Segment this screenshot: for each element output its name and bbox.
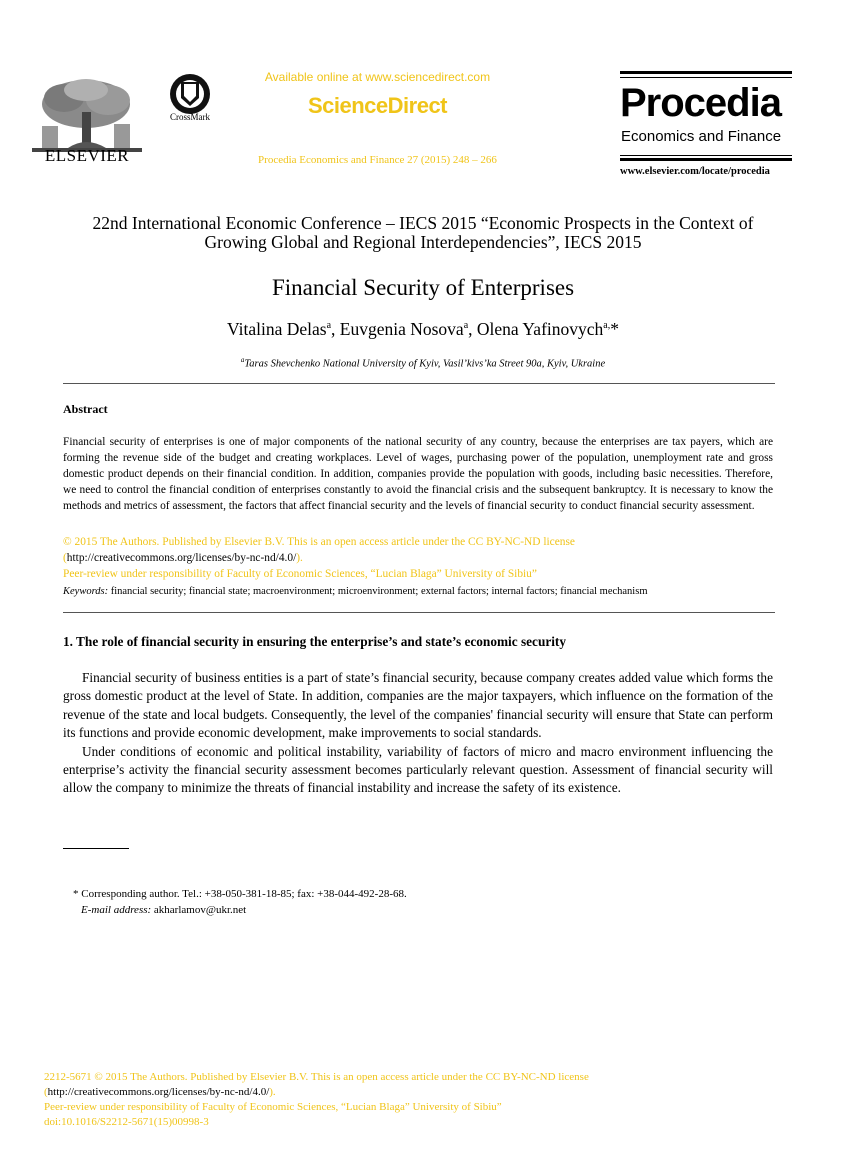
paragraph: Financial security of business entities is a part of state’s financial security, because company creates added value which forms the gross domestic product at the level of State. In addition, companies are the major taxpayers, which influence on the formation of the revenue of the state and local budgets. Consequently, the level of the companies' financial security will ensure that State can perform its functions and provide economic development, make improvements to social standards. xyxy=(63,670,773,741)
conference-line-2: Growing Global and Regional Interdependencies”, IECS 2015 xyxy=(204,232,642,252)
footnote xyxy=(73,887,407,918)
journal-subtitle: Economics and Finance xyxy=(621,128,782,145)
corresponding-marker: * xyxy=(610,319,619,339)
license-link[interactable]: http://creativecommons.org/licenses/by-nc-nd/4.0/ xyxy=(47,1086,270,1098)
sciencedirect-logo: ScienceDirect xyxy=(307,93,448,118)
author-list xyxy=(40,319,806,340)
journal-url[interactable]: www.elsevier.com/locate/procedia xyxy=(620,166,770,177)
license-open-paren: ( xyxy=(44,1086,48,1098)
abstract-peer-review: Peer-review under responsibility of Faculty of Economic Sciences, “Lucian Blaga” University of Sibiu” xyxy=(63,568,537,580)
doi[interactable]: doi:10.1016/S2212-5671(15)00998-3 xyxy=(44,1116,209,1128)
author-separator: , xyxy=(331,319,340,339)
bottom-metadata xyxy=(44,1070,589,1130)
affiliation-text: Taras Shevchenko National University of Kyiv, Vasil’kivs’ka Street 90a, Kyiv, Ukraine xyxy=(244,358,606,370)
available-online-text[interactable]: Available online at www.sciencedirect.com xyxy=(264,70,491,84)
crossmark-icon[interactable] xyxy=(168,72,212,116)
crossmark-label: CrossMark xyxy=(170,112,210,122)
email-line xyxy=(73,903,407,919)
conference-line-1: 22nd International Economic Conference – IECS 2015 “Economic Prospects in the Context of xyxy=(92,213,754,233)
author-affiliation-marker: a, xyxy=(603,320,611,332)
procedia-top-rule xyxy=(620,71,792,74)
divider-top xyxy=(63,383,775,384)
abstract-license xyxy=(63,550,773,566)
email-address[interactable]: akharlamov@ukr.net xyxy=(151,903,247,916)
publisher-name: ELSEVIER xyxy=(44,146,130,165)
bottom-license xyxy=(44,1085,589,1100)
divider-bottom xyxy=(63,612,775,613)
issn-copyright: 2212-5671 © 2015 The Authors. Published by Elsevier B.V. This is an open access article under the CC BY-NC-ND license xyxy=(44,1071,589,1083)
keywords-label: Keywords: xyxy=(63,586,109,597)
license-close-paren: ). xyxy=(269,1086,276,1098)
abstract-heading: Abstract xyxy=(63,402,108,416)
author-affiliation-marker: a xyxy=(326,320,332,332)
keywords xyxy=(63,586,783,597)
procedia-bottom-rule-thin xyxy=(620,155,792,156)
keywords-list: financial security; financial state; macroenvironment; microenvironment; external factors; internal factors; financial mechanism xyxy=(108,586,648,597)
footnote-rule xyxy=(63,848,129,849)
license-close-paren: ). xyxy=(296,552,303,564)
bottom-peer-review: Peer-review under responsibility of Faculty of Economic Sciences, “Lucian Blaga” University of Sibiu” xyxy=(44,1101,502,1113)
author-name: Vitalina Delas xyxy=(227,319,327,339)
author-name: Olena Yafinovych xyxy=(476,319,604,339)
affiliation-marker: a xyxy=(240,356,245,364)
license-open-paren: ( xyxy=(63,552,67,564)
corresponding-author: * Corresponding author. Tel.: +38-050-381-18-85; fax: +38-044-492-28-68. xyxy=(73,888,407,900)
abstract-text: Financial security of enterprises is one of major components of the national security of any country, because the enterprises are tax payers, which are forming the revenue side of the budget and creating workplaces. Level of wages, purchasing power of the population, unemployment rate and gross domestic product depends on their financial condition. In addition, companies provide the population with goods, including basic necessities. Therefore, we need to control the financial condition of enterprises constantly to avoid the financial crisis and the subsequent bankruptcy. It is necessary to know the methods and metrics of assessment, the factors that affect financial security and the levels of financial security to conduct financial security assessment. xyxy=(63,436,773,512)
affiliation xyxy=(40,356,806,370)
abstract-copyright: © 2015 The Authors. Published by Elsevier B.V. This is an open access article under the CC BY-NC-ND license xyxy=(63,536,575,548)
paragraph: Under conditions of economic and political instability, variability of factors of micro and macro environment influencing the enterprise’s activity the financial security assessment becomes particularly relevant question. Assessment of financial security will allow the company to minimize the threats of financial instability and increase the safety of its existence. xyxy=(63,743,773,796)
abstract-license-block xyxy=(63,534,773,582)
procedia-top-rule-thin xyxy=(620,77,792,78)
author-affiliation-marker: a xyxy=(463,320,469,332)
procedia-bottom-rule xyxy=(620,158,792,161)
journal-brand: Procedia xyxy=(620,81,781,125)
section-heading: 1. The role of financial security in ensuring the enterprise’s and state’s economic security xyxy=(63,634,567,649)
author-separator: , xyxy=(468,319,477,339)
journal-citation: Procedia Economics and Finance 27 (2015) 248 – 266 xyxy=(258,154,497,166)
email-label: E-mail address: xyxy=(81,903,152,916)
section-body xyxy=(63,669,773,798)
paper-title: Financial Security of Enterprises xyxy=(271,275,575,300)
author-name: Euvgenia Nosova xyxy=(339,319,464,339)
conference-name xyxy=(40,214,806,252)
license-link[interactable]: http://creativecommons.org/licenses/by-nc-nd/4.0/ xyxy=(66,552,297,564)
